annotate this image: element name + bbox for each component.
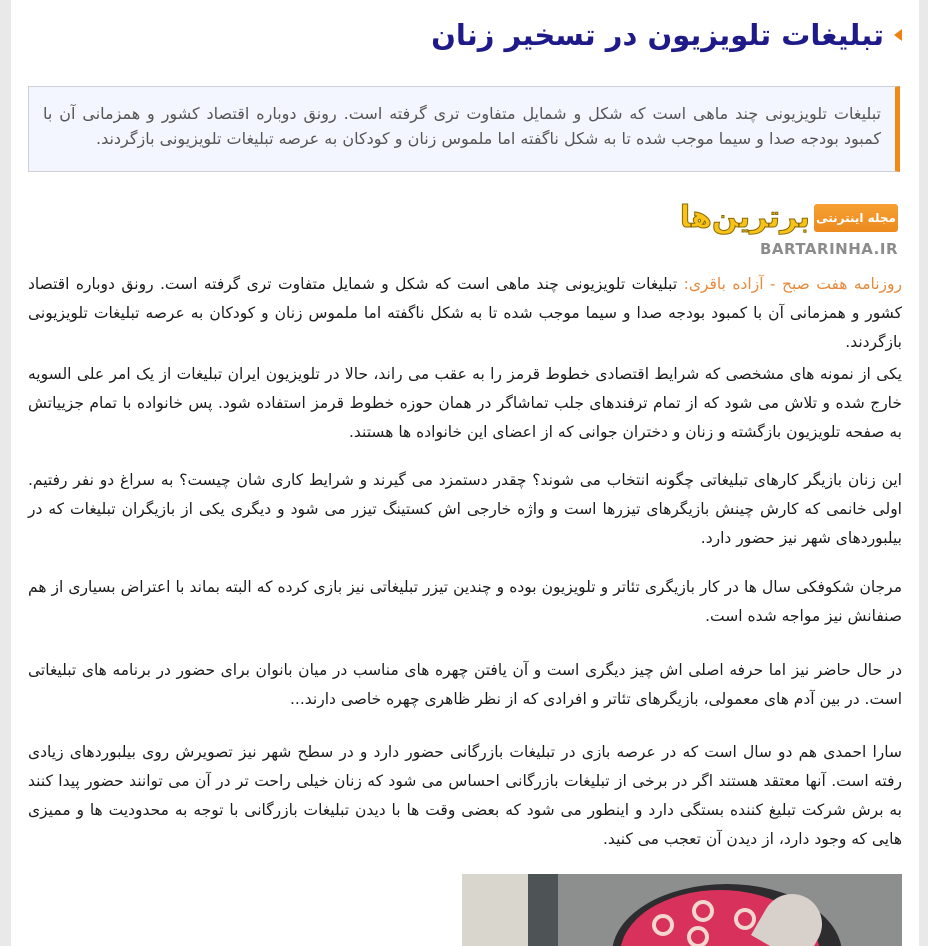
logo-domain: BARTARINHA.IR <box>759 240 898 258</box>
bullet-arrow-icon <box>894 29 902 41</box>
photo-pattern <box>734 908 756 930</box>
article-title: تبلیغات تلویزیون در تسخیر زنان <box>431 18 884 52</box>
paragraph-text: تبلیغات تلویزیونی چند ماهی است که شکل و شمایل متفاوت تری گرفته است. رونق دوباره اقتصاد کشور و همزمانی آن با کمبود بودجه صدا و سیما موجب شده تا به شکل ناگفته اما ملموس زنان و کودکان به عرصه تبلیغات تلویزیونی بازگردند. <box>28 275 902 351</box>
paragraph: این زنان بازیگر کارهای تبلیغاتی چگونه انتخاب می شوند؟ چقدر دستمزد می گیرند و شرایط کاری شان چیست؟ به سراغ دو نفر رفتیم. اولی خانمی که کارش چینش بازیگرهای تیزرها است و واژه خارجی اش کستینگ تیزر می شود و دیگری یکی از بازیگران تبلیغات که در بیلبوردهای شهر نیز حضور دارد. <box>28 471 902 547</box>
photo-pattern <box>692 900 714 922</box>
photo-frame <box>528 874 558 946</box>
paragraph: یکی از نمونه های مشخصی که شرایط اقتصادی خطوط قرمز را به عقب می راند، حالا در تلویزیون ایران تبلیغات از یک امر علی السویه خارج شده و تلاش می شود که از تمام ترفندهای جلب تماشاگر در همان حوزه خطوط قرمز استفاده شود. پس خانواده با تمام جزییاتش به صفحه تلویزیون بازگشته و زنان و دختران جوانی که از اعضای این خانواده ها هستند. <box>28 365 902 441</box>
source-link[interactable]: روزنامه هفت صبح - آزاده باقری: <box>683 275 902 293</box>
photo-background <box>462 874 534 946</box>
article-header <box>431 18 902 52</box>
paragraph: سارا احمدی هم دو سال است که در عرصه بازی در تبلیغات بازرگانی حضور دارد و در سطح شهر نیز تصویرش روی بیلبوردهای زیادی رفته است. آنها معتقد هستند اگر در برخی از تبلیغات بازرگانی احساس می شود که زنان خیلی راحت تر در آن می توانند حضور پیدا کنند به برش شرکت تبلیغ کننده بستگی دارد و اینطور می شود که بعضی وقت ها با دیدن تبلیغات بازرگانی با توجه به محدودیت ها و ممیزی هایی که وجود دارد، از دیدن آن تعجب می کنید. <box>28 743 902 848</box>
bartarinha-logo[interactable] <box>679 198 898 262</box>
photo-pattern <box>652 914 674 936</box>
scrollbar-track[interactable] <box>919 0 928 946</box>
paragraph-intro <box>28 270 902 357</box>
page-gutter-left <box>0 0 11 946</box>
paragraph: در حال حاضر نیز اما حرفه اصلی اش چیز دیگری است و آن یافتن چهره های مناسب در میان بانوان برای حضور در برنامه های تبلیغاتی است. در بین آدم های معمولی، بازیگرهای تئاتر و افرادی که از نظر ظاهری چهره خاصی دارند... <box>28 661 902 708</box>
logo-script: برترین‌ها <box>679 200 810 235</box>
article-photo[interactable] <box>462 874 902 946</box>
article-lead: تبلیغات تلویزیونی چند ماهی است که شکل و شمایل متفاوت تری گرفته است. رونق دوباره اقتصاد کشور و همزمانی آن با کمبود بودجه صدا و سیما موجب شده تا به شکل ناگفته اما ملموس زنان و کودکان به عرصه تبلیغات تلویزیونی بازگردند. <box>28 86 900 172</box>
photo-pattern <box>687 926 709 946</box>
paragraph: مرجان شکوفکی سال ها در کار بازیگری تئاتر و تلویزیون بوده و چندین تیزر تبلیغاتی نیز بازی کرده که البته بماند با اعتراض بسیاری از هم صنفانش نیز مواجه شده است. <box>28 578 902 625</box>
logo-tag: مجله اینترنتی <box>814 204 898 232</box>
